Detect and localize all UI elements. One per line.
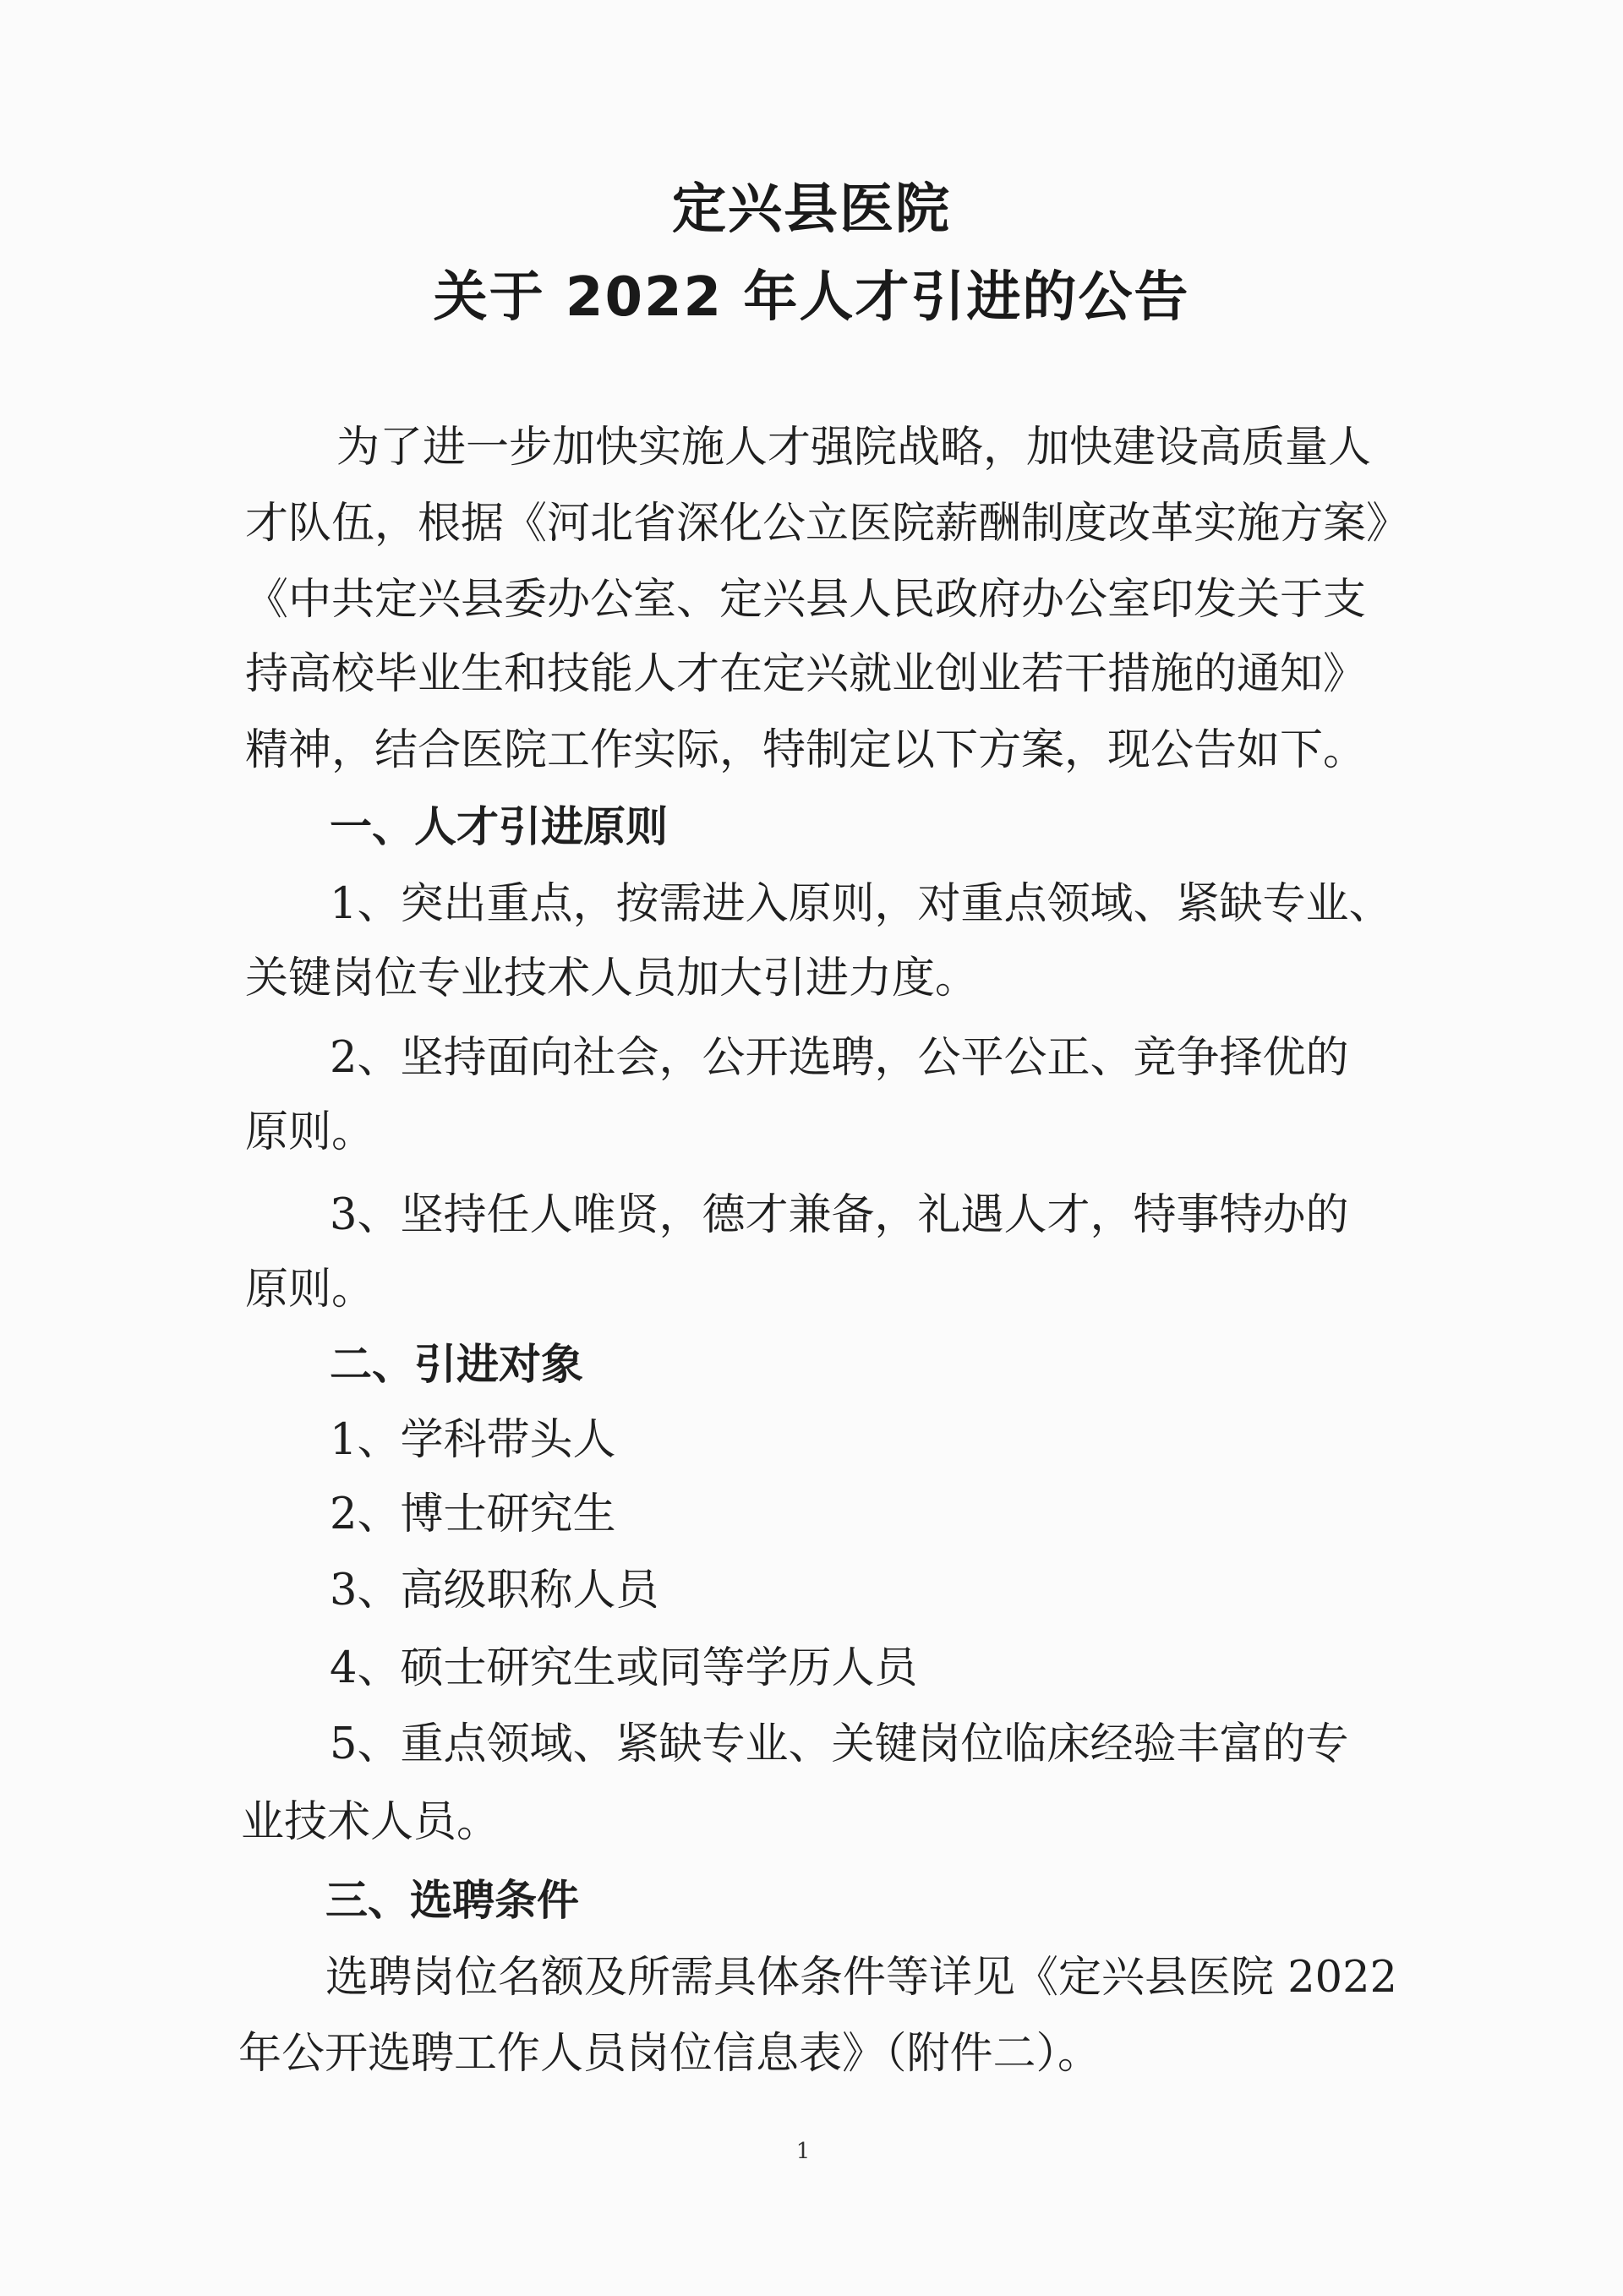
condition-line: 年公开选聘工作人员岗位信息表》（附件二）。: [238, 2029, 1101, 2079]
section-heading: 二、引进对象: [330, 1340, 583, 1389]
principle-item: 原则。: [245, 1107, 375, 1157]
principle-item: 3、坚持任人唯贤，德才兼备，礼遇人才，特事特办的: [330, 1190, 1349, 1240]
principle-item: 原则。: [245, 1265, 375, 1315]
condition-line: 选聘岗位名额及所需具体条件等详见《定兴县医院 2022: [325, 1953, 1398, 2003]
intro-line: 《中共定兴县委办公室、定兴县人民政府办公室印发关于支: [245, 575, 1367, 625]
document-title-line1: 定兴县医院: [672, 178, 951, 241]
target-item: 4、硕士研究生或同等学历人员: [330, 1643, 918, 1693]
section-heading: 一、人才引进原则: [330, 802, 668, 851]
intro-line: 才队伍，根据《河北省深化公立医院薪酬制度改革实施方案》: [245, 499, 1410, 549]
target-item: 2、博士研究生: [330, 1490, 616, 1539]
intro-line: 为了进一步加快实施人才强院战略，加快建设高质量人: [336, 423, 1372, 473]
target-item: 1、学科带头人: [330, 1415, 616, 1465]
target-item: 5、重点领域、紧缺专业、关键岗位临床经验丰富的专: [330, 1719, 1349, 1769]
principle-item: 关键岗位专业技术人员加大引进力度。: [245, 954, 979, 1003]
document-title-line2: 关于 2022 年人才引进的公告: [433, 266, 1190, 329]
target-item: 3、高级职称人员: [330, 1566, 659, 1615]
intro-line: 持高校毕业生和技能人才在定兴就业创业若干措施的通知》: [245, 649, 1367, 699]
principle-item: 1、突出重点，按需进入原则，对重点领域、紧缺专业、: [330, 879, 1392, 929]
target-item: 业技术人员。: [241, 1797, 500, 1847]
principle-item: 2、坚持面向社会，公开选聘，公平公正、竞争择优的: [330, 1033, 1349, 1083]
page-number: 1: [795, 2139, 811, 2164]
intro-line: 精神，结合医院工作实际，特制定以下方案，现公告如下。: [245, 725, 1367, 775]
section-heading: 三、选聘条件: [325, 1876, 579, 1925]
